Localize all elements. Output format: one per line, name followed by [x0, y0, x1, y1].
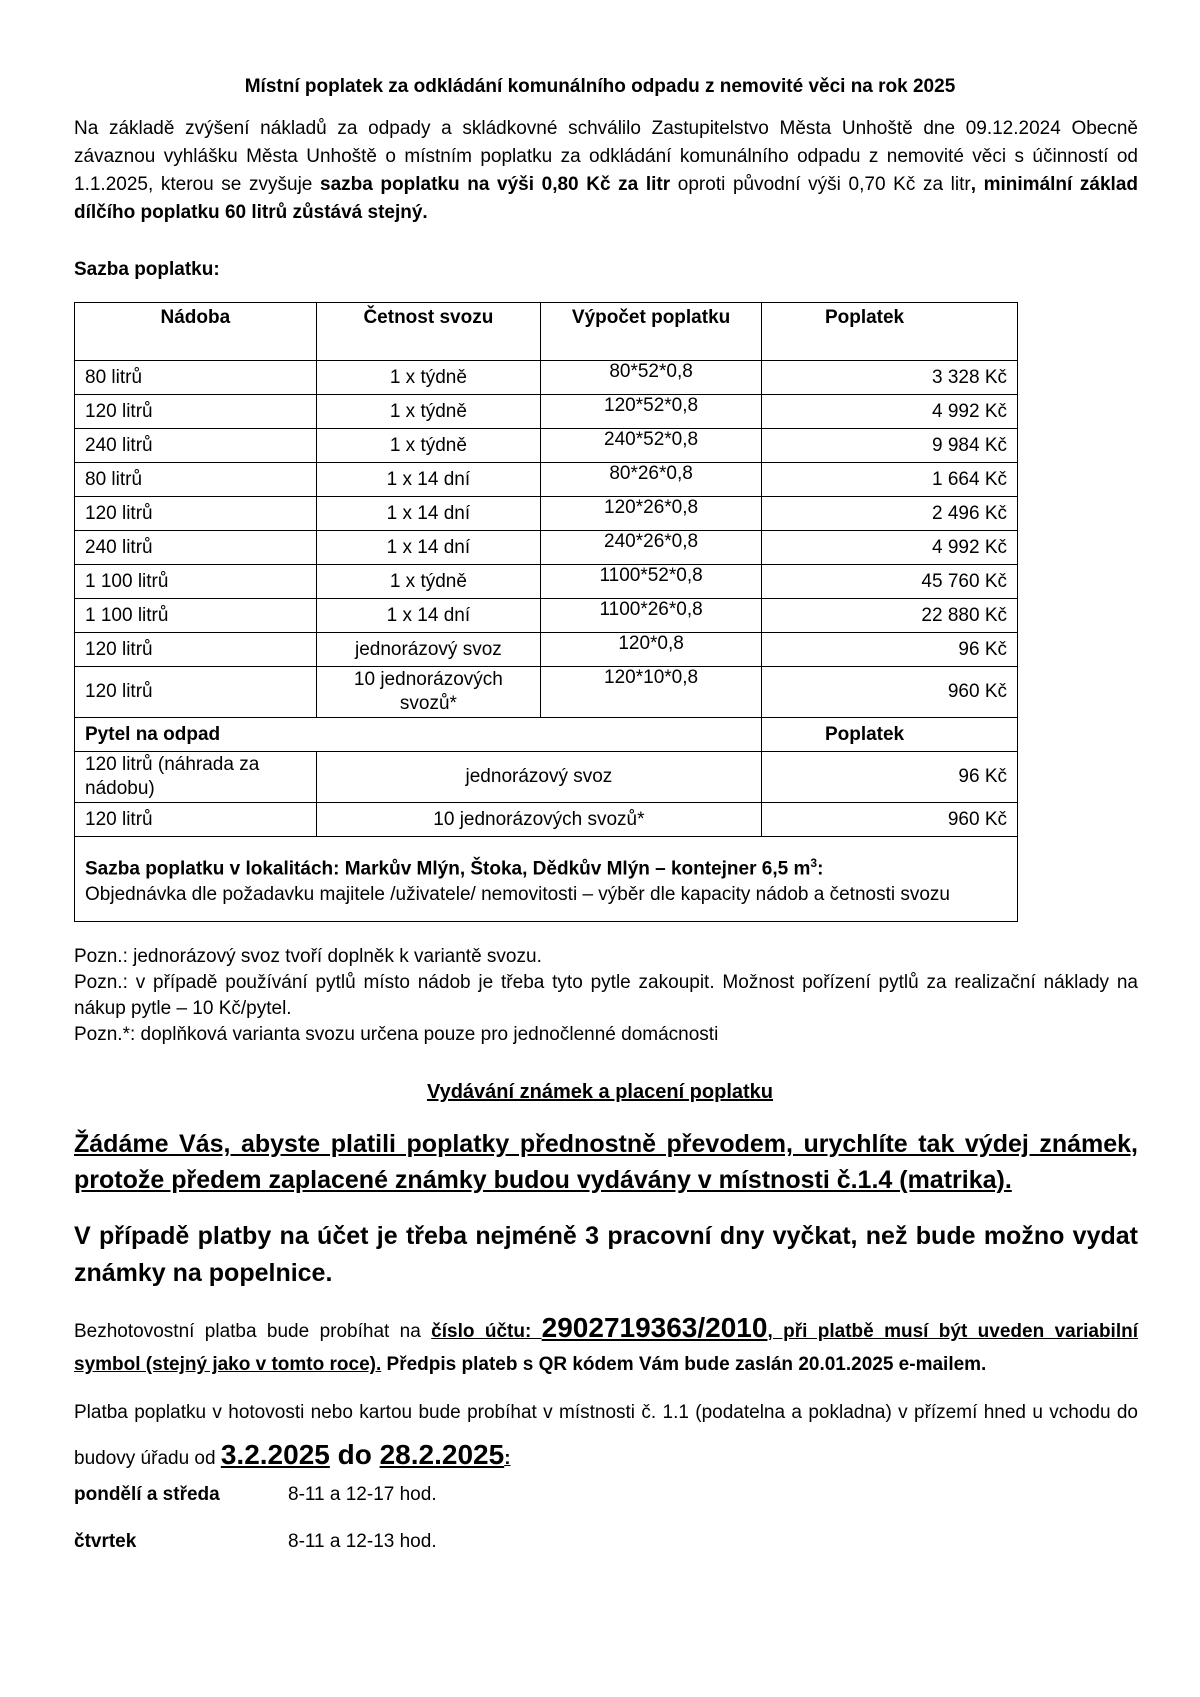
calculation-cell: 80*52*0,8: [541, 361, 762, 395]
table-row: [75, 361, 1018, 395]
rate-heading: Sazba poplatku:: [74, 259, 220, 280]
locality-superscript: 3: [810, 855, 818, 870]
calculation-cell: 120*26*0,8: [541, 497, 762, 531]
payment-request: Žádáme Vás, abyste platili poplatky přednostně převodem, urychlíte tak výdej známek, protože předem zaplacené známky budou vydávány v místnosti č.1.4 (matrika).: [74, 1130, 1138, 1194]
hours-time: 8-11 a 12-13 hod.: [288, 1531, 437, 1552]
table-row: [75, 463, 1018, 497]
bag-header-row: [75, 718, 1018, 752]
calculation-cell: 120*0,8: [541, 633, 762, 667]
intro-text-1: Na základě zvýšení nákladů za odpady a skládkovné schválilo Zastupitelstvo Města Unhoště dne 09.12.2024 Obecně závaznou vyhlášku Města Unhoště o místním poplatku za odkládání komunálního odpadu z nemovité věci s účinností od 1.1.2025, kterou se zvyšuje: [74, 118, 1138, 195]
table-row: [75, 667, 1018, 718]
frequency-cell: 1 x týdně: [316, 429, 540, 463]
locality-colon: :: [817, 858, 824, 880]
frequency-cell: 1 x 14 dní: [316, 531, 540, 565]
fee-cell: 4 992 Kč: [762, 531, 1018, 565]
bag-row: [75, 752, 1018, 803]
date-to: 28.2.2025: [379, 1439, 505, 1470]
container-cell: 1 100 litrů: [75, 599, 317, 633]
date-between: do: [329, 1439, 380, 1470]
variable-symbol-note: , při platbě musí být uveden variabilní symbol (stejný jako v tomto roce).: [74, 1321, 1138, 1375]
container-cell: 240 litrů: [75, 531, 317, 565]
calculation-cell: 1100*52*0,8: [541, 565, 762, 599]
fee-cell: 2 496 Kč: [762, 497, 1018, 531]
frequency-cell: 1 x týdně: [316, 361, 540, 395]
table-row: [75, 633, 1018, 667]
document-title: Místní poplatek za odkládání komunálního odpadu z nemovité věci na rok 2025: [244, 76, 956, 97]
container-cell: 120 litrů: [75, 395, 317, 429]
bag-fee-heading: Poplatek: [762, 718, 1018, 752]
table-header-row: [75, 303, 1018, 361]
account-label: číslo účtu:: [431, 1321, 542, 1342]
fee-cell: 4 992 Kč: [762, 395, 1018, 429]
locality-row: [75, 837, 1018, 922]
table-row: [75, 497, 1018, 531]
fee-cell: 960 Kč: [762, 667, 1018, 718]
calculation-cell: 80*26*0,8: [541, 463, 762, 497]
container-cell: 80 litrů: [75, 361, 317, 395]
container-cell: 120 litrů: [75, 497, 317, 531]
frequency-cell: 1 x 14 dní: [316, 599, 540, 633]
qr-note: Předpis plateb s QR kódem Vám bude zaslán 20.01.2025 e-mailem.: [381, 1354, 987, 1375]
fee-cell: 3 328 Kč: [762, 361, 1018, 395]
container-cell: 240 litrů: [75, 429, 317, 463]
container-cell: 120 litrů: [75, 633, 317, 667]
header-frequency: Četnost svozu: [316, 303, 540, 361]
payment-intro: Bezhotovostní platba bude probíhat na: [74, 1321, 432, 1342]
header-calculation: Výpočet poplatku: [541, 303, 762, 361]
frequency-cell: 1 x týdně: [316, 565, 540, 599]
hours-days: čtvrtek: [74, 1531, 137, 1552]
frequency-cell: jednorázový svoz: [316, 633, 540, 667]
bag-frequency-cell: 10 jednorázových svozů*: [316, 803, 761, 837]
bag-container-cell: 120 litrů (náhrada za nádobu): [75, 752, 317, 803]
notes: [74, 944, 1138, 1048]
frequency-cell: 1 x 14 dní: [316, 497, 540, 531]
bag-frequency-cell: jednorázový svoz: [316, 752, 761, 803]
account-number: 2902719363/2010: [541, 1312, 768, 1343]
header-fee: Poplatek: [762, 303, 1018, 361]
bag-container-cell: 120 litrů: [75, 803, 317, 837]
header-container: Nádoba: [75, 303, 317, 361]
note-2: Pozn.: v případě používání pytlů místo nádob je třeba tyto pytle zakoupit. Možnost pořízení pytlů za realizační náklady na nákup pytle – 10 Kč/pytel.: [74, 972, 1138, 1019]
intro-bold-rate: sazba poplatku na výši 0,80 Kč za litr: [320, 174, 671, 195]
frequency-cell: 10 jednorázových svozů*: [316, 667, 540, 718]
table-row: [75, 531, 1018, 565]
fee-table: [74, 302, 1018, 922]
container-cell: 1 100 litrů: [75, 565, 317, 599]
calculation-cell: 240*26*0,8: [541, 531, 762, 565]
table-row: [75, 429, 1018, 463]
date-colon: :: [504, 1448, 511, 1469]
locality-text: Objednávka dle požadavku majitele /uživatele/ nemovitosti – výběr dle kapacity nádob a četnosti svozu: [85, 884, 950, 906]
fee-cell: 22 880 Kč: [762, 599, 1018, 633]
fee-cell: 96 Kč: [762, 633, 1018, 667]
bag-fee-cell: 96 Kč: [762, 752, 1018, 803]
table-row: [75, 599, 1018, 633]
cash-paragraph: [74, 1392, 1138, 1480]
note-3: Pozn.*: doplňková varianta svozu určena pouze pro jednočlenné domácnosti: [74, 1024, 719, 1045]
wait-notice: V případě platby na účet je třeba nejméně 3 pracovní dny vyčkat, než bude možno vydat známky na popelnice.: [74, 1222, 1138, 1287]
note-1: Pozn.: jednorázový svoz tvoří doplněk k variantě svozu.: [74, 946, 542, 967]
payment-paragraph: [74, 1311, 1138, 1381]
calculation-cell: 120*10*0,8: [541, 667, 762, 718]
fee-cell: 1 664 Kč: [762, 463, 1018, 497]
container-cell: 80 litrů: [75, 463, 317, 497]
intro-bold-minimum: , minimální základ dílčího poplatku 60 litrů zůstává stejný.: [74, 174, 1139, 223]
frequency-cell: 1 x týdně: [316, 395, 540, 429]
bag-row: [75, 803, 1018, 837]
locality-cell: [75, 837, 1018, 922]
intro-text-2: oproti původní výši 0,70 Kč za litr: [670, 174, 971, 195]
date-from: 3.2.2025: [220, 1439, 330, 1470]
hours-time: 8-11 a 12-17 hod.: [288, 1484, 437, 1505]
hours-days: pondělí a středa: [74, 1484, 220, 1505]
frequency-cell: 1 x 14 dní: [316, 463, 540, 497]
fee-cell: 9 984 Kč: [762, 429, 1018, 463]
table-row: [75, 395, 1018, 429]
calculation-cell: 1100*26*0,8: [541, 599, 762, 633]
calculation-cell: 120*52*0,8: [541, 395, 762, 429]
cash-text: Platba poplatku v hotovosti nebo kartou bude probíhat v místnosti č. 1.1 (podatelna a pokladna) v přízemí hned u vchodu do budovy úřadu od: [74, 1402, 1138, 1469]
bag-heading: Pytel na odpad: [75, 718, 762, 752]
fee-cell: 45 760 Kč: [762, 565, 1018, 599]
section-title: Vydávání známek a placení poplatku: [426, 1081, 774, 1103]
calculation-cell: 240*52*0,8: [541, 429, 762, 463]
container-cell: 120 litrů: [75, 667, 317, 718]
locality-heading: Sazba poplatku v lokalitách: Markův Mlýn, Štoka, Dědkův Mlýn – kontejner 6,5 m: [85, 858, 811, 880]
intro-paragraph: [74, 115, 1138, 227]
bag-fee-cell: 960 Kč: [762, 803, 1018, 837]
table-row: [75, 565, 1018, 599]
